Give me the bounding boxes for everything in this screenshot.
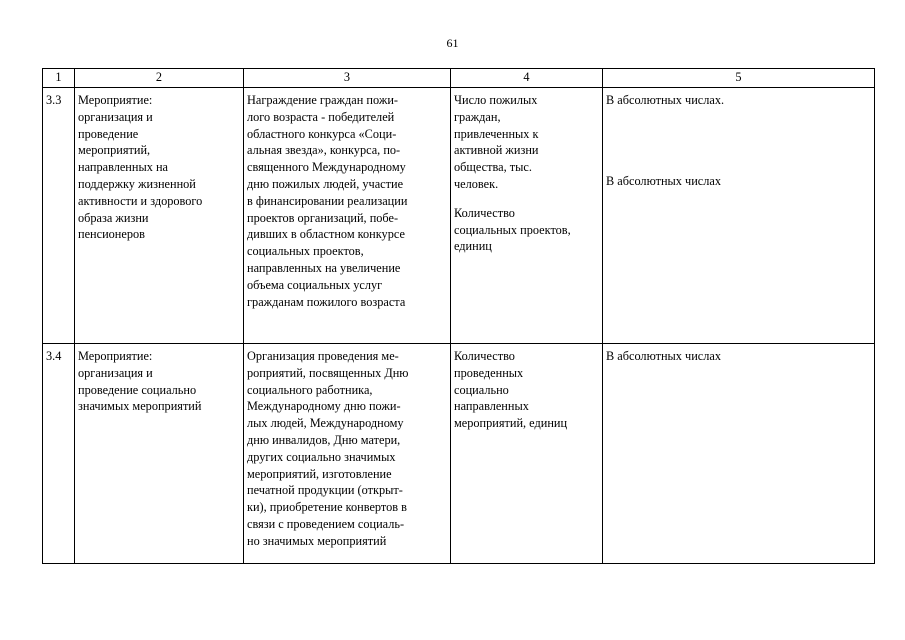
row-number-cell: 3.4 <box>43 344 75 564</box>
table-header-row <box>43 69 875 88</box>
header-cell-3: 3 <box>244 69 451 88</box>
indicator-text: Количество социальных проектов, единиц <box>454 205 571 254</box>
table-row <box>43 88 875 344</box>
unit-text: В абсолютных числах <box>606 173 722 188</box>
unit-text: В абсолютных числах. <box>606 93 725 107</box>
header-cell-4: 4 <box>451 69 603 88</box>
page-number: 61 <box>446 36 459 50</box>
indicator-text: Количество проведенных социально направленных мероприятий, единиц <box>454 349 568 431</box>
header-cell-2: 2 <box>75 69 244 88</box>
event-description-cell: Организация проведения ме- роприятий, посвященных Дню социального работника, Международному дню пожи- лых людей, Международному дню инвалидов, Дню матери, других социально значимых мероприятий, изготовление печатной продукции (открыт- ки), приобретение конвертов в связи с проведением социаль- но значимых мероприятий <box>244 344 451 564</box>
unit-cell <box>603 88 875 344</box>
table-row <box>43 344 875 564</box>
event-name-cell: Мероприятие: организация и проведение мероприятий, направленных на поддержку жизненной активности и здорового образа жизни пенсионеров <box>75 88 244 344</box>
indicator-cell <box>451 88 603 344</box>
row-number-cell: 3.3 <box>43 88 75 344</box>
event-name-cell: Мероприятие: организация и проведение социально значимых мероприятий <box>75 344 244 564</box>
event-description-cell: Награждение граждан пожи- лого возраста - победителей областного конкурса «Соци- альная звезда», конкурса, по- священного Международному дню пожилых людей, участие в финансировании реализации проектов организаций, побе- дивших в областном конкурсе социальных проектов, направленных на увеличение объема социальных услуг гражданам пожилого возраста <box>244 88 451 344</box>
indicator-text: Число пожилых граждан, привлеченных к активной жизни общества, тыс. человек. <box>454 93 539 191</box>
header-cell-1: 1 <box>43 69 75 88</box>
document-table <box>42 68 875 564</box>
unit-cell <box>603 344 875 564</box>
header-cell-5: 5 <box>603 69 875 88</box>
indicator-cell <box>451 344 603 564</box>
unit-text: В абсолютных числах <box>606 349 722 363</box>
